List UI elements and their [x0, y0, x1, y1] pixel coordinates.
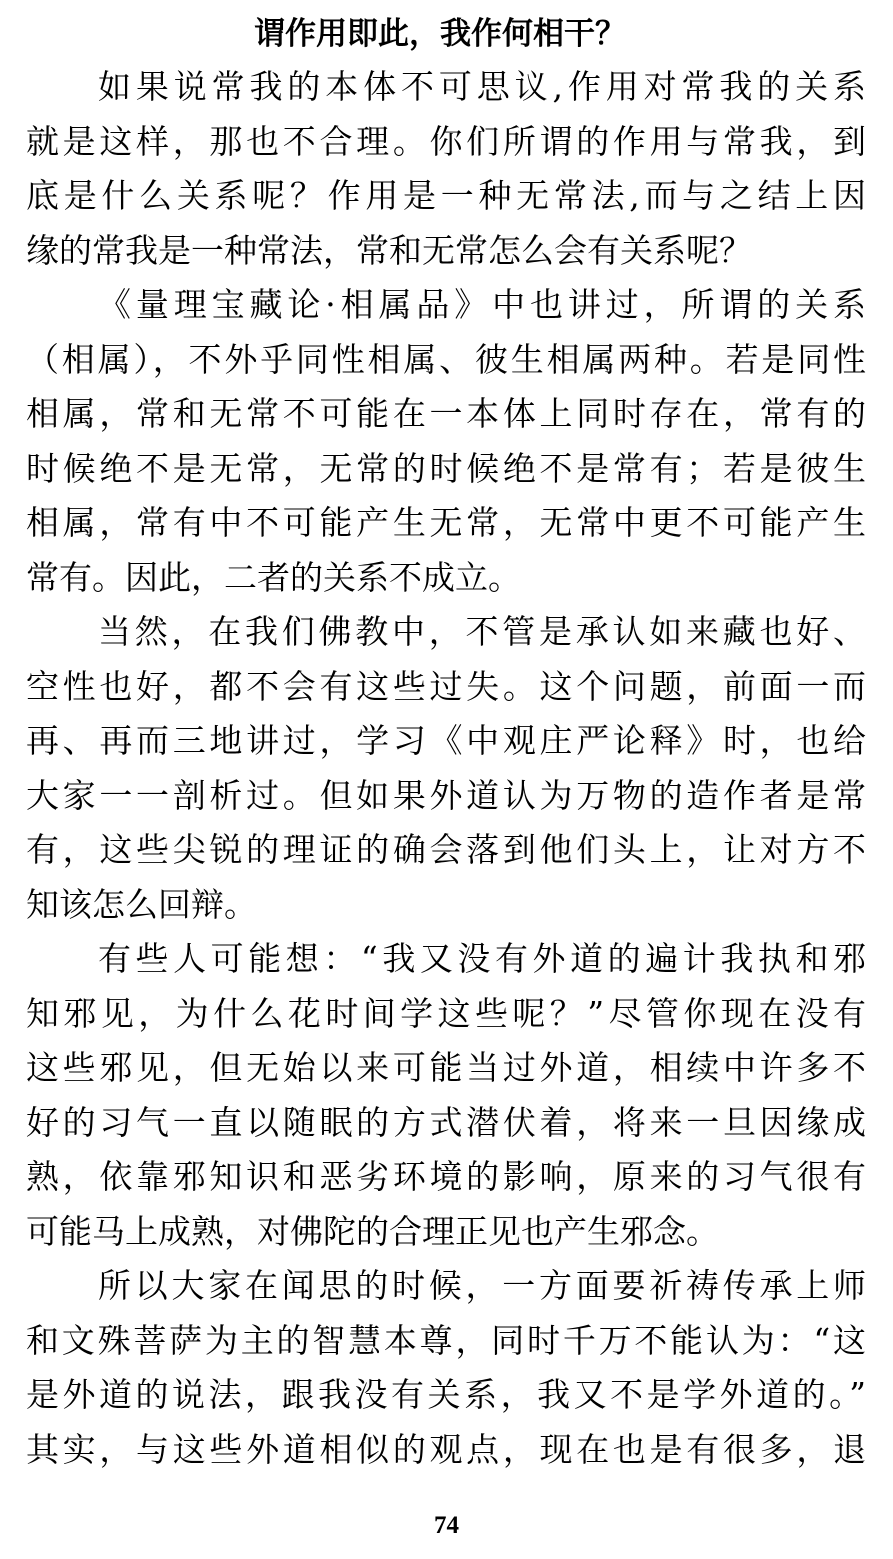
text-line: 其实，与这些外道相似的观点，现在也是有很多，退 — [26, 1429, 866, 1469]
body-text — [26, 60, 866, 1477]
text-line: 知该怎么回辩。 — [26, 884, 257, 924]
text-line: 底是什么关系呢？作用是一种无常法,而与之结上因 — [26, 176, 866, 215]
text-line: 有，这些尖锐的理证的确会落到他们头上，让对方不 — [26, 830, 866, 869]
text-line: 时候绝不是无常，无常的时候绝不是常有；若是彼生 — [26, 448, 866, 488]
text-line: 和文殊菩萨为主的智慧本尊，同时千万不能认为：“这 — [26, 1320, 866, 1360]
text-line: 如果说常我的本体不可思议,作用对常我的关系 — [98, 67, 866, 106]
text-line: 当然，在我们佛教中，不管是承认如来藏也好、 — [98, 612, 866, 651]
text-line: 相属，常有中不可能产生无常，无常中更不可能产生 — [26, 503, 866, 542]
text-line: 这些邪见，但无始以来可能当过外道，相续中许多不 — [26, 1048, 866, 1087]
text-line: 就是这样，那也不合理。你们所谓的作用与常我，到 — [26, 121, 866, 161]
text-line: 常有。因此，二者的关系不成立。 — [26, 557, 521, 597]
text-line: 所以大家在闻思的时候，一方面要祈祷传承上师 — [98, 1266, 866, 1305]
text-line: 是外道的说法，跟我没有关系，我又不是学外道的。” — [26, 1375, 866, 1414]
text-line: 《量理宝藏论·相属品》中也讲过，所谓的关系 — [98, 285, 866, 324]
text-line: 再、再而三地讲过，学习《中观庄严论释》时，也给 — [26, 721, 866, 760]
section-heading: 谓作用即此，我作何相干？ — [254, 16, 626, 52]
text-line: 缘的常我是一种常法，常和无常怎么会有关系呢？ — [26, 230, 752, 270]
text-line: 熟，依靠邪知识和恶劣环境的影响，原来的习气很有 — [26, 1157, 866, 1196]
text-line: （相属），不外乎同性相属、彼生相属两种。若是同性 — [26, 339, 866, 379]
page-number: 74 — [434, 1512, 459, 1539]
text-line: 有些人可能想：“我又没有外道的遍计我执和邪 — [98, 939, 866, 978]
text-line: 知邪见，为什么花时间学这些呢？”尽管你现在没有 — [26, 993, 866, 1033]
text-line: 大家一一剖析过。但如果外道认为万物的造作者是常 — [26, 775, 866, 815]
text-line: 好的习气一直以随眠的方式潜伏着，将来一旦因缘成 — [26, 1102, 866, 1142]
text-line: 可能马上成熟，对佛陀的合理正见也产生邪念。 — [26, 1211, 719, 1251]
text-line: 空性也好，都不会有这些过失。这个问题，前面一而 — [26, 666, 866, 706]
text-line: 相属，常和无常不可能在一本体上同时存在，常有的 — [26, 394, 866, 433]
